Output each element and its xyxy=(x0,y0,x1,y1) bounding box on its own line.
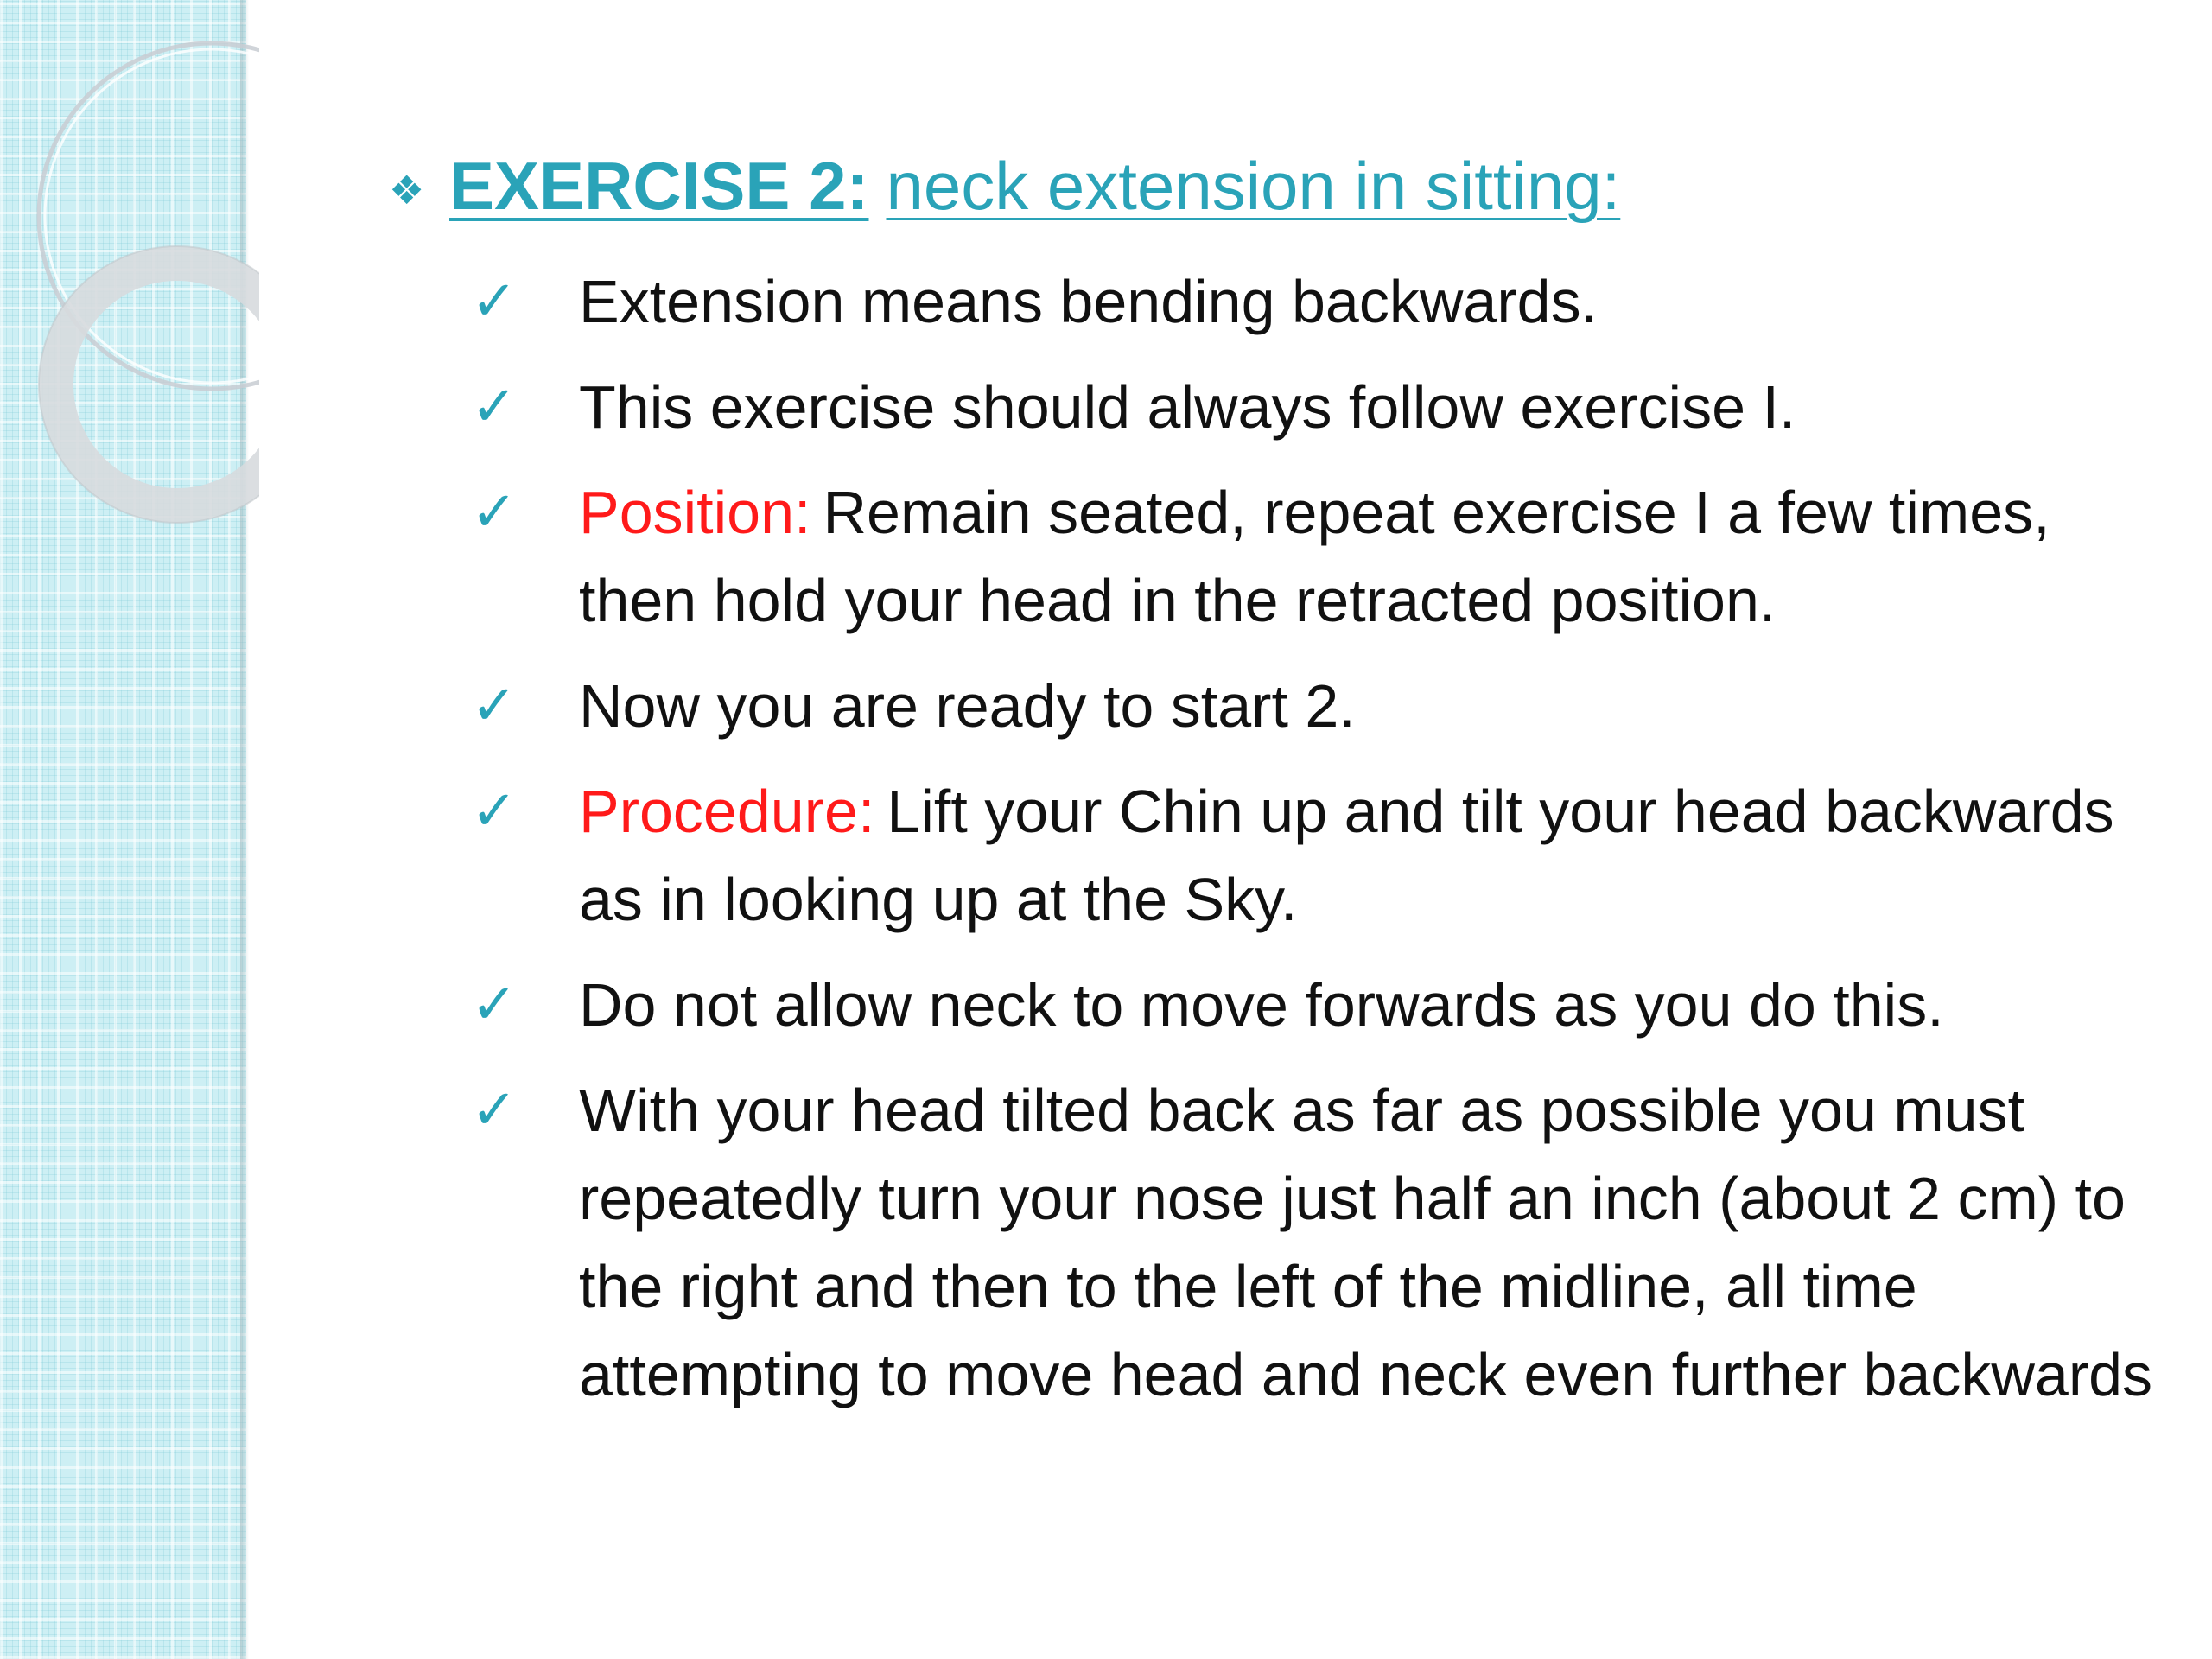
list-item-text xyxy=(579,257,2169,346)
checkmark-icon: ✓ xyxy=(471,674,518,738)
position-label: Position: xyxy=(579,479,811,546)
list-item-text xyxy=(579,468,2169,645)
slide-heading xyxy=(389,143,2169,238)
list-item-body: With your head tilted back as far as possible you must repeatedly turn your nose just half an inch (about 2 cm) to the right and then to the left of the midline, all time attempting to move head and neck even further backwards xyxy=(579,1077,2153,1408)
list-item-body: Now you are ready to start 2. xyxy=(579,672,1356,740)
list-item xyxy=(471,1066,2169,1419)
list-item-text xyxy=(579,363,2169,451)
list-item xyxy=(471,961,2169,1049)
checkmark-icon: ✓ xyxy=(471,270,518,334)
heading-exercise-title: neck extension in sitting: xyxy=(886,148,1621,224)
list-item xyxy=(471,257,2169,346)
list-item xyxy=(471,468,2169,645)
list-item-body: Lift your Chin up and tilt your head backwards as in looking up at the Sky. xyxy=(579,778,2114,933)
list-item-text xyxy=(579,961,2169,1049)
decorative-rings-icon xyxy=(0,0,259,605)
checkmark-icon: ✓ xyxy=(471,779,518,843)
heading-exercise-label: EXERCISE 2: xyxy=(449,148,869,224)
procedure-label: Procedure: xyxy=(579,778,875,845)
list-item-text xyxy=(579,1066,2169,1419)
list-item-body: Extension means bending backwards. xyxy=(579,268,1599,335)
checkmark-icon: ✓ xyxy=(471,1078,518,1142)
checkmark-icon: ✓ xyxy=(471,973,518,1037)
diamond-bullet-icon: ❖ xyxy=(389,168,425,213)
exercise-steps-list xyxy=(389,257,2169,1419)
list-item xyxy=(471,662,2169,750)
list-item xyxy=(471,363,2169,451)
list-item-text xyxy=(579,662,2169,750)
list-item-text xyxy=(579,767,2169,944)
list-item-body: This exercise should always follow exercise I. xyxy=(579,373,1796,441)
checkmark-icon: ✓ xyxy=(471,480,518,544)
slide-content xyxy=(389,143,2169,1436)
list-item-body: Do not allow neck to move forwards as you do this. xyxy=(579,971,1944,1039)
list-item xyxy=(471,767,2169,944)
checkmark-icon: ✓ xyxy=(471,375,518,439)
list-item-body: Remain seated, repeat exercise I a few times, then hold your head in the retracted position. xyxy=(579,479,2050,634)
